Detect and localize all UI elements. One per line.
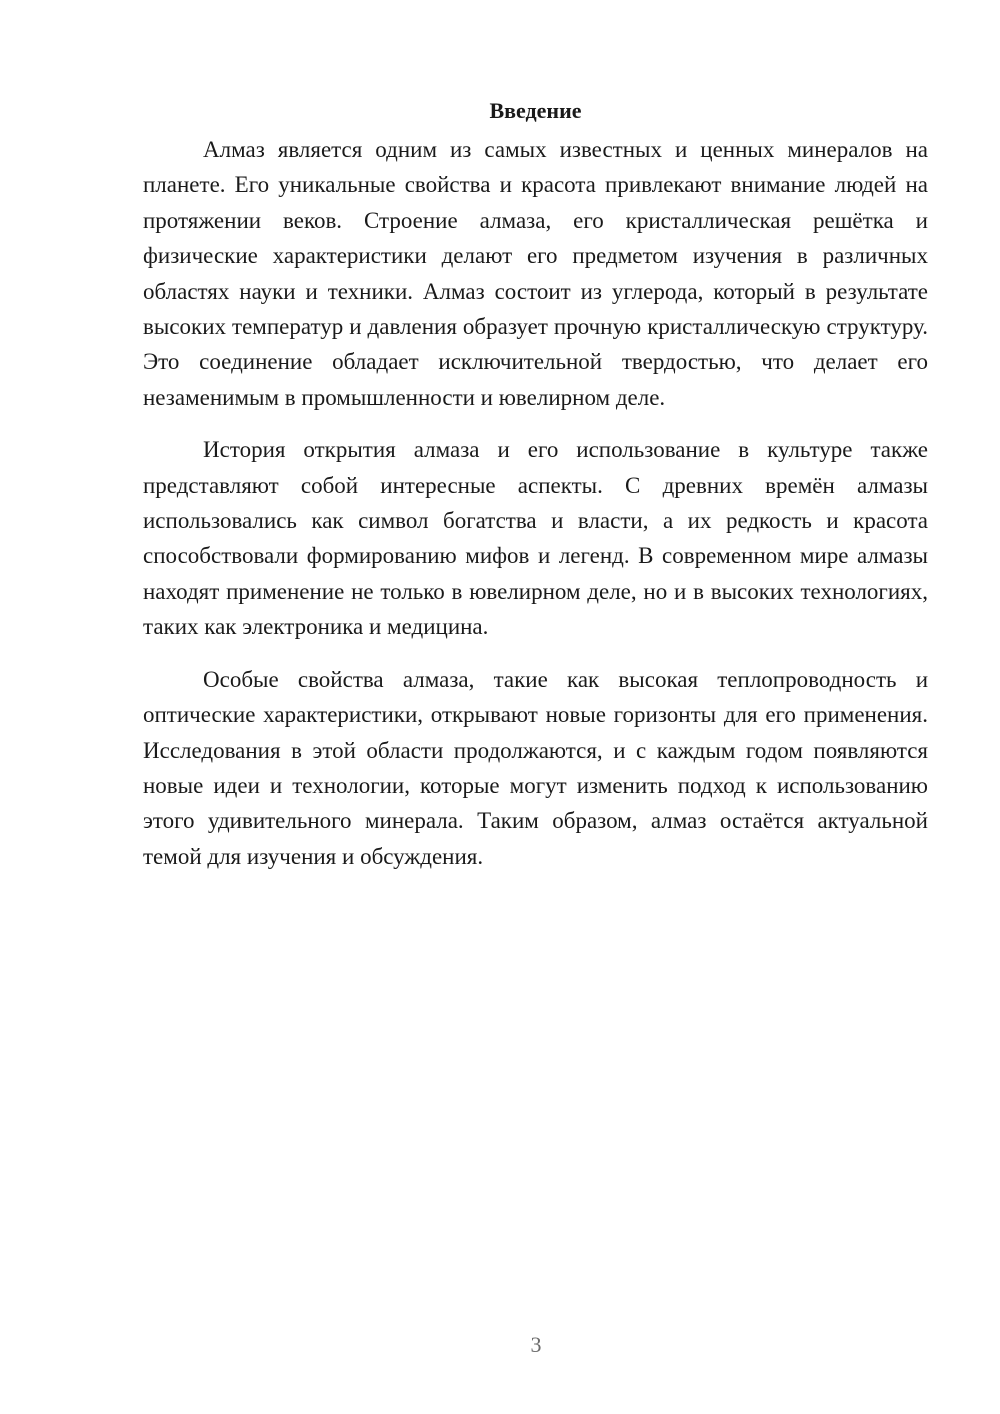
- section-title: Введение: [489, 98, 582, 123]
- paragraph-1: Алмаз является одним из самых известных и ценных минералов на планете. Его уникальные свойства и красота привлекают внимание людей на протяжении веков. Строение алмаза, его кристаллическая решётка и физические характеристики делают его предметом изучения в различных областях науки и техники. Алмаз состоит из углерода, который в результате высоких температур и давления образует прочную кристаллическую структуру. Это соединение обладает исключительной твердостью, что делает его незаменимым в промышленности и ювелирном деле.: [143, 137, 928, 410]
- page-content: [143, 92, 928, 891]
- page-number: 3: [530, 1332, 542, 1357]
- paragraph-3: Особые свойства алмаза, такие как высокая теплопроводность и оптические характеристики, открывают новые горизонты для его применения. Исследования в этой области продолжаются, и с каждым годом появляются новые идеи и технологии, которые могут изменить подход к использованию этого удивительного минерала. Таким образом, алмаз остаётся актуальной темой для изучения и обсуждения.: [143, 666, 928, 869]
- paragraph-2: История открытия алмаза и его использование в культуре также представляют собой интересные аспекты. С древних времён алмазы использовались как символ богатства и власти, а их редкость и красота способствовали формированию мифов и легенд. В современном мире алмазы находят применение не только в ювелирном деле, но и в высоких технологиях, таких как электроника и медицина.: [143, 437, 928, 640]
